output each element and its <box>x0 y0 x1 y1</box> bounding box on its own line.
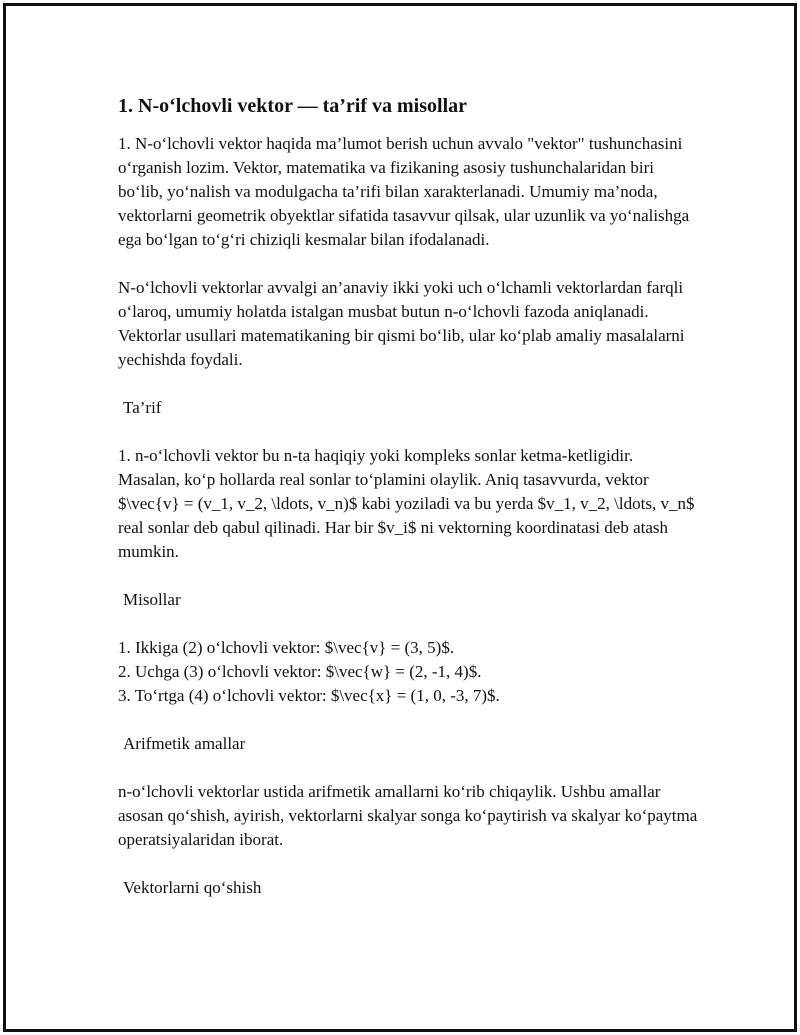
intro-paragraph-1: 1. N-o‘lchovli vektor haqida ma’lumot berish uchun avvalo "vektor" tushunchasini o‘rganish lozim. Vektor, matematika va fizikaning asosiy tushunchalaridan biri bo‘lib, yo‘nalish va modulgacha ta’rifi bilan xarakterlanadi. Umumiy ma’noda, vektorlarni geometrik obyektlar sifatida tasavvur qilsak, ular uzunlik va yo‘nalishga ega bo‘lgan to‘g‘ri chiziqli kesmalar bilan ifodalanadi. <box>118 134 690 249</box>
definition-paragraph: 1. n-o‘lchovli vektor bu n-ta haqiqiy yoki kompleks sonlar ketma-ketligidir. Masalan, ko‘p hollarda real sonlar to‘plamini olaylik. Aniq tasavvurda, vektor $\vec{v} = (v_1, v_2, \ldots, v_n)$ kabi yoziladi va bu yerda $v_1, v_2, \ldots, v_n$ real sonlar deb qabul qilinadi. Har bir $v_i$ ni vektorning koordinatasi deb atash mumkin. <box>118 446 695 561</box>
examples-list <box>118 636 698 708</box>
document-title: 1. N-o‘lchovli vektor — ta’rif va misollar <box>118 95 468 117</box>
arithmetic-paragraph: n-o‘lchovli vektorlar ustida arifmetik amallarni ko‘rib chiqaylik. Ushbu amallar asosan qo‘shish, ayirish, vektorlarni skalyar songa ko‘paytirish va skalyar ko‘paytma operatsiyalaridan iborat. <box>118 782 698 849</box>
section-heading-arithmetic: Arifmetik amallar <box>123 734 246 753</box>
document-body <box>118 92 698 900</box>
list-item: 1. Ikkiga (2) o‘lchovli vektor: $\vec{v} = (3, 5)$. <box>118 638 455 657</box>
section-heading-definition: Ta’rif <box>123 398 162 417</box>
section-heading-examples: Misollar <box>123 590 181 609</box>
intro-paragraph-2: N-o‘lchovli vektorlar avvalgi an’anaviy ikki yoki uch o‘lchamli vektorlardan farqli o‘laroq, umumiy holatda istalgan musbat butun n-o‘lchovli fazoda aniqlanadi. Vektorlar usullari matematikaning bir qismi bo‘lib, ular ko‘plab amaliy masalalarni yechishda foydali. <box>118 278 685 369</box>
section-heading-addition: Vektorlarni qo‘shish <box>123 878 262 897</box>
list-item: 2. Uchga (3) o‘lchovli vektor: $\vec{w} = (2, -1, 4)$. <box>118 662 482 681</box>
list-item: 3. To‘rtga (4) o‘lchovli vektor: $\vec{x} = (1, 0, -3, 7)$. <box>118 686 500 705</box>
